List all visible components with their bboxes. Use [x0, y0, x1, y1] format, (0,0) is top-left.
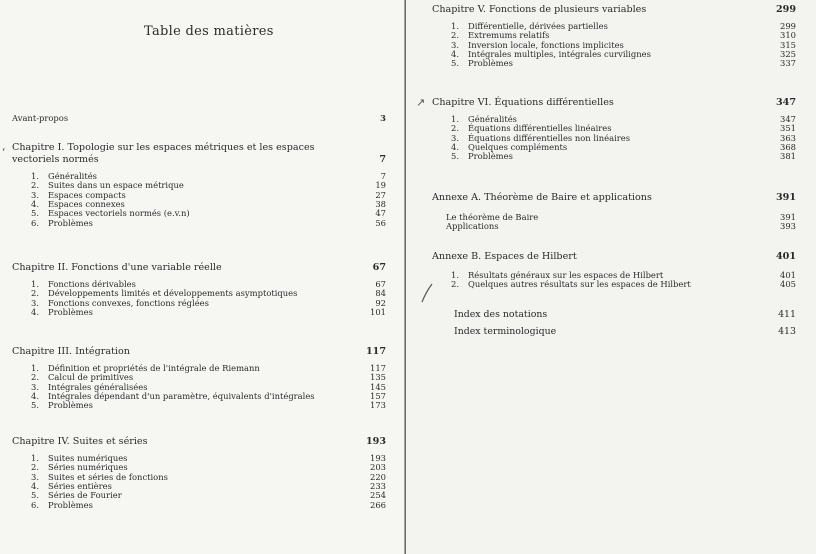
- index-title: Index des notations: [454, 309, 548, 320]
- pencil-mark-icon: ↗: [416, 96, 426, 109]
- page-title: Table des matières: [144, 24, 274, 39]
- chapter-items: [432, 22, 796, 69]
- chapter-items: [12, 364, 386, 411]
- annex-heading: [432, 251, 796, 263]
- entry-title: Équations différentielles non linéaires: [468, 132, 631, 143]
- annex-title: Annexe B. Espaces de Hilbert: [432, 251, 577, 262]
- entry-title: Équations différentielles linéaires: [468, 123, 612, 134]
- entry-number: 5.: [31, 400, 39, 411]
- entry-number: 3.: [451, 39, 459, 50]
- entry-page: 101: [370, 307, 386, 318]
- index-title: Index terminologique: [454, 326, 557, 337]
- toc-entry: [12, 219, 386, 228]
- entry-number: 2.: [451, 30, 459, 41]
- entry-title: Espaces vectoriels normés (e.v.n): [48, 208, 190, 219]
- entry-page: 393: [780, 221, 796, 232]
- chapter-items: [12, 454, 386, 510]
- pencil-stroke-icon: [420, 282, 434, 304]
- toc-entry: [432, 152, 796, 161]
- entry-title: Espaces connexes: [48, 199, 125, 210]
- entry-page: 84: [375, 288, 386, 299]
- entry-title: Fonctions convexes, fonctions réglées: [48, 297, 209, 308]
- annex-page: 391: [775, 192, 796, 203]
- chapter-heading: [12, 262, 386, 274]
- chapter-section: [432, 4, 796, 69]
- entry-title: Différentielle, dérivées partielles: [468, 21, 608, 31]
- entry-title: Développements limités et développements asymptotiques: [48, 288, 298, 299]
- chapter-title: Chapitre IV. Suites et séries: [12, 436, 148, 447]
- chapter-title: Chapitre I. Topologie sur les espaces métriques et les espaces vectoriels normés: [12, 142, 315, 165]
- entry-number: 5.: [31, 208, 39, 219]
- entry-page: 310: [780, 30, 796, 41]
- entry-page: 92: [375, 297, 386, 308]
- entry-number: 3.: [31, 189, 39, 200]
- entry-title: Quelques compléments: [468, 142, 568, 153]
- entry-page: 67: [375, 279, 386, 289]
- chapter-heading: [12, 346, 386, 358]
- entry-number: 1.: [451, 270, 459, 280]
- entry-number: 5.: [451, 151, 459, 162]
- chapter-title: Chapitre V. Fonctions de plusieurs variables: [432, 4, 647, 15]
- chapter-section: [12, 142, 386, 228]
- annex-items: [432, 271, 796, 290]
- entry-page: 351: [780, 123, 796, 134]
- chapter-items: [432, 115, 796, 162]
- entry-number: 4.: [451, 142, 459, 153]
- entry-title: Avant-propos: [12, 113, 69, 123]
- entry-number: 1.: [31, 453, 39, 463]
- entry-number: 4.: [31, 481, 39, 492]
- pencil-mark-icon: ‘: [2, 146, 6, 159]
- entry-page: 117: [370, 363, 386, 373]
- chapter-page: 117: [365, 346, 386, 357]
- toc-entry: [432, 59, 796, 68]
- annex-section: [432, 251, 796, 290]
- entry-page: 337: [780, 58, 796, 69]
- entry-title: Intégrales dépendant d'un paramètre, équivalents d'intégrales: [48, 391, 315, 402]
- entry-title: Séries de Fourier: [48, 490, 122, 501]
- annex-page: 401: [775, 251, 796, 262]
- annex-items: [432, 213, 796, 232]
- entry-page: 299: [780, 21, 796, 31]
- toc-entry: [432, 280, 796, 289]
- entry-page: 203: [370, 462, 386, 473]
- entry-page: 405: [780, 279, 796, 290]
- entry-page: 325: [780, 49, 796, 60]
- entry-title: Problèmes: [48, 217, 93, 228]
- entry-title: Applications: [446, 221, 499, 232]
- chapter-page: 67: [372, 262, 386, 273]
- entry-page: 157: [370, 391, 386, 402]
- index-entry: [454, 326, 796, 337]
- entry-page: 401: [780, 270, 796, 280]
- entry-number: 4.: [31, 391, 39, 402]
- entry-title: Inversion locale, fonctions implicites: [468, 39, 624, 50]
- entry-title: Suites et séries de fonctions: [48, 471, 168, 482]
- left-page: [0, 0, 406, 554]
- entry-number: 2.: [31, 462, 39, 473]
- entry-title: Problèmes: [468, 151, 513, 162]
- entry-title: Résultats généraux sur les espaces de Hilbert: [468, 270, 664, 280]
- entry-page: 315: [780, 39, 796, 50]
- entry-page: 266: [370, 499, 386, 510]
- entry-title: Généralités: [468, 114, 517, 124]
- entry-number: 2.: [451, 123, 459, 134]
- entry-title: Espaces compacts: [48, 189, 126, 200]
- entry-page: 38: [375, 199, 386, 210]
- chapter-heading: [432, 4, 796, 16]
- entry-page: 347: [780, 114, 796, 124]
- toc-entry: [12, 114, 386, 123]
- entry-title: Problèmes: [48, 307, 93, 318]
- entry-page: 7: [380, 171, 386, 181]
- entry-title: Séries entières: [48, 481, 112, 492]
- entry-title: Définition et propriétés de l'intégrale de Riemann: [48, 363, 260, 373]
- chapter-heading: [12, 436, 386, 448]
- toc-entry: [432, 222, 796, 231]
- entry-page: 3: [380, 113, 386, 123]
- toc-entry: [12, 501, 386, 510]
- entry-page: 27: [375, 189, 386, 200]
- entry-title: Fonctions dérivables: [48, 279, 136, 289]
- entry-title: Le théorème de Baire: [446, 212, 539, 222]
- entry-number: 4.: [31, 307, 39, 318]
- entry-number: 5.: [31, 490, 39, 501]
- index-page: 411: [778, 309, 796, 320]
- entry-page: 193: [370, 453, 386, 463]
- chapter-section: [12, 262, 386, 317]
- chapter-section: [432, 97, 796, 162]
- chapter-page: 193: [365, 436, 386, 447]
- entry-title: Problèmes: [468, 58, 513, 69]
- chapter-page: 299: [775, 4, 796, 15]
- chapter-section: [12, 346, 386, 411]
- entry-number: 5.: [451, 58, 459, 69]
- avant-propos-entry: [12, 114, 386, 123]
- entry-number: 4.: [31, 199, 39, 210]
- chapter-page: 7: [379, 154, 386, 165]
- entry-title: Quelques autres résultats sur les espaces de Hilbert: [468, 279, 691, 290]
- entry-title: Problèmes: [48, 499, 93, 510]
- entry-number: 4.: [451, 49, 459, 60]
- entry-title: Généralités: [48, 171, 97, 181]
- entry-number: 6.: [31, 499, 39, 510]
- entry-number: 1.: [31, 363, 39, 373]
- entry-number: 2.: [31, 180, 39, 191]
- entry-title: Extremums relatifs: [468, 30, 550, 41]
- entry-page: 19: [375, 180, 386, 191]
- entry-title: Intégrales généralisées: [48, 381, 148, 392]
- chapter-items: [12, 280, 386, 317]
- entry-number: 2.: [31, 288, 39, 299]
- entry-number: 1.: [451, 21, 459, 31]
- toc-entry: [12, 308, 386, 317]
- entry-number: 3.: [451, 132, 459, 143]
- entry-number: 1.: [31, 171, 39, 181]
- entry-number: 3.: [31, 297, 39, 308]
- entry-number: 2.: [31, 372, 39, 383]
- entry-page: 233: [370, 481, 386, 492]
- annex-title: Annexe A. Théorème de Baire et applications: [432, 192, 652, 203]
- entry-title: Séries numériques: [48, 462, 128, 473]
- chapter-title: Chapitre III. Intégration: [12, 346, 130, 357]
- entry-page: 135: [370, 372, 386, 383]
- entry-page: 173: [370, 400, 386, 411]
- entry-number: 1.: [451, 114, 459, 124]
- entry-title: Suites numériques: [48, 453, 128, 463]
- entry-number: 3.: [31, 471, 39, 482]
- entry-number: 2.: [451, 279, 459, 290]
- chapter-heading: [12, 142, 386, 166]
- entry-number: 1.: [31, 279, 39, 289]
- index-entry: [454, 309, 796, 320]
- entry-number: 6.: [31, 217, 39, 228]
- entry-page: 145: [370, 381, 386, 392]
- chapter-title: Chapitre II. Fonctions d'une variable réelle: [12, 262, 222, 273]
- annex-section: [432, 192, 796, 232]
- chapter-title: Chapitre VI. Équations différentielles: [432, 97, 614, 108]
- chapter-items: [12, 172, 386, 228]
- entry-page: 47: [375, 208, 386, 219]
- entry-page: 220: [370, 471, 386, 482]
- entry-page: 391: [780, 212, 796, 222]
- toc-entry: [12, 401, 386, 410]
- index-page: 413: [778, 326, 796, 337]
- entry-title: Problèmes: [48, 400, 93, 411]
- entry-number: 3.: [31, 381, 39, 392]
- entry-page: 56: [375, 217, 386, 228]
- chapter-heading: [432, 97, 796, 109]
- entry-title: Calcul de primitives: [48, 372, 134, 383]
- annex-heading: [432, 192, 796, 204]
- entry-page: 363: [780, 132, 796, 143]
- entry-title: Intégrales multiples, intégrales curvilignes: [468, 49, 651, 60]
- entry-title: Suites dans un espace métrique: [48, 180, 184, 191]
- chapter-page: 347: [775, 97, 796, 108]
- entry-page: 368: [780, 142, 796, 153]
- right-page: [406, 0, 816, 554]
- entry-page: 381: [780, 151, 796, 162]
- entry-page: 254: [370, 490, 386, 501]
- chapter-section: [12, 436, 386, 510]
